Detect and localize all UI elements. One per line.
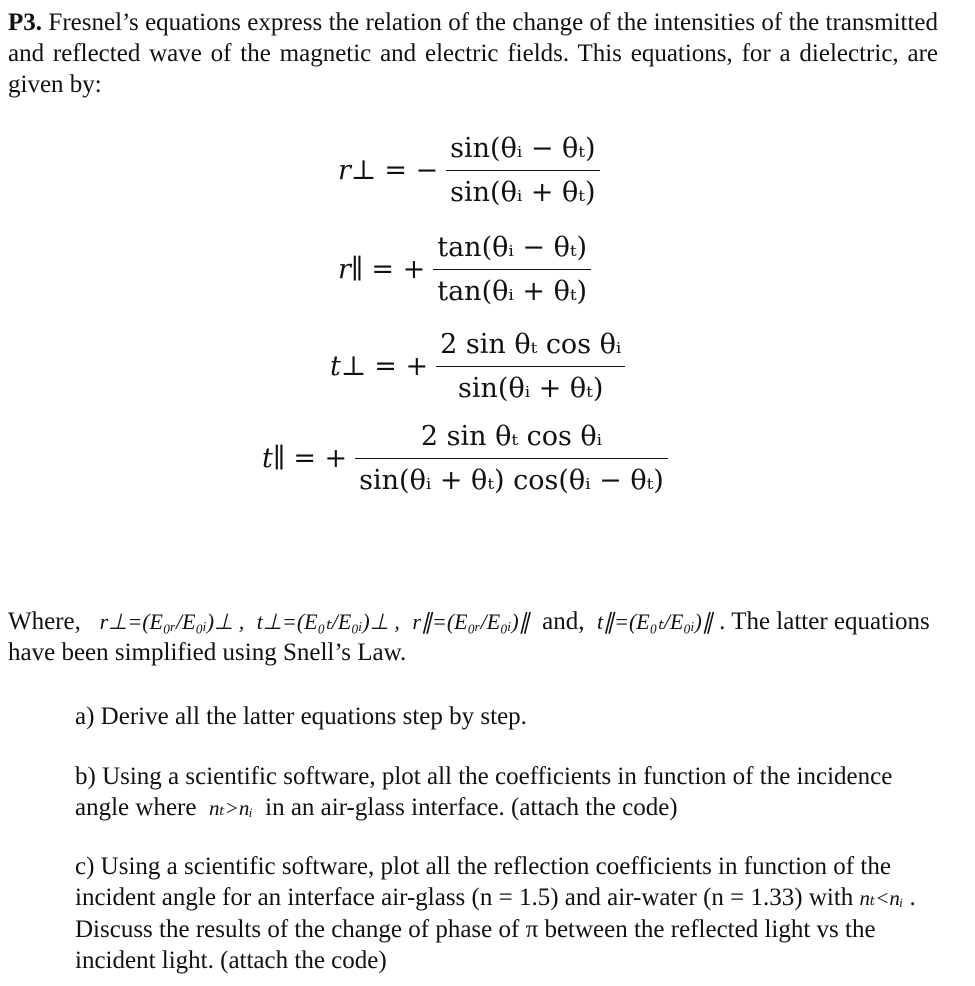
problem-label: P3. [8, 9, 43, 36]
question-c-condition: nₜ<nᵢ [859, 886, 904, 910]
definition-t-parallel: t∥=(E₀ₜ/E₀ᵢ)∥ [597, 609, 713, 634]
equation-numerator: 2 sin θₜ cos θᵢ [440, 329, 622, 360]
problem-intro [8, 7, 938, 100]
definition-t-perp: t⊥=(E₀ₜ/E₀ᵢ)⊥ , [256, 609, 400, 634]
equation-fraction [355, 421, 668, 496]
equation-numerator: sin(θᵢ − θₜ) [450, 133, 596, 164]
equation-lhs: r∥ [338, 254, 364, 285]
intro-text: Fresnel’s equations express the relation of the change of the intensities of the transmitted and reflected wave of the magnetic and electric fields. This equations, for a dielectric, are given by: [8, 9, 939, 98]
question-b-end: in an air-glass interface. (attach the code) [265, 794, 678, 821]
equation-r-perp [338, 133, 600, 208]
equation-fraction [436, 329, 625, 404]
equation-denominator: tan(θᵢ + θₜ) [437, 276, 588, 307]
equation-operator: = + [293, 443, 348, 474]
equation-lhs: r⊥ [338, 155, 377, 186]
where-tail: . The latter equations have been simplified using Snell’s Law. [8, 608, 930, 666]
definition-r-parallel: r∥=(E₀ᵣ/E₀ᵢ)∥ [412, 609, 530, 634]
equation-lhs: t⊥ [330, 351, 367, 382]
where-lead: Where, [8, 608, 81, 635]
equation-numerator: tan(θᵢ − θₜ) [437, 232, 588, 263]
where-and: and, [542, 608, 585, 635]
equation-operator: = + [371, 254, 426, 285]
question-b-condition: nₜ>nᵢ [208, 796, 253, 820]
equation-denominator: sin(θᵢ + θₜ) [458, 373, 604, 404]
definition-r-perp: r⊥=(E₀ᵣ/E₀ᵢ)⊥ , [99, 609, 245, 634]
equation-lhs: t∥ [262, 443, 286, 474]
equation-r-parallel [338, 232, 591, 307]
equation-t-perp [330, 329, 625, 404]
question-b-text: b) Using a scientific software, plot all the coefficients in function of the incidence angle where [75, 763, 893, 821]
question-a: a) Derive all the latter equations step by step. [75, 703, 527, 730]
equation-denominator: sin(θᵢ + θₜ) cos(θᵢ − θₜ) [359, 465, 664, 496]
equation-operator: = + [374, 351, 429, 382]
equation-numerator: 2 sin θₜ cos θᵢ [420, 421, 603, 452]
equation-operator: = − [384, 155, 439, 186]
where-paragraph [8, 606, 933, 668]
question-c [75, 851, 935, 976]
equation-fraction [433, 232, 591, 307]
question-c-end: . Discuss the results of the change of phase of π between the reflected light vs the incident light. (attach the code) [75, 884, 916, 974]
equation-fraction [446, 133, 599, 208]
question-c-text: c) Using a scientific software, plot all the reflection coefficients in function of the incident angle for an interface air-glass (n = 1.5) and air-water (n = 1.33) with [75, 853, 891, 911]
question-b [75, 761, 935, 824]
equation-denominator: sin(θᵢ + θₜ) [450, 177, 596, 208]
equation-t-parallel [262, 421, 668, 496]
